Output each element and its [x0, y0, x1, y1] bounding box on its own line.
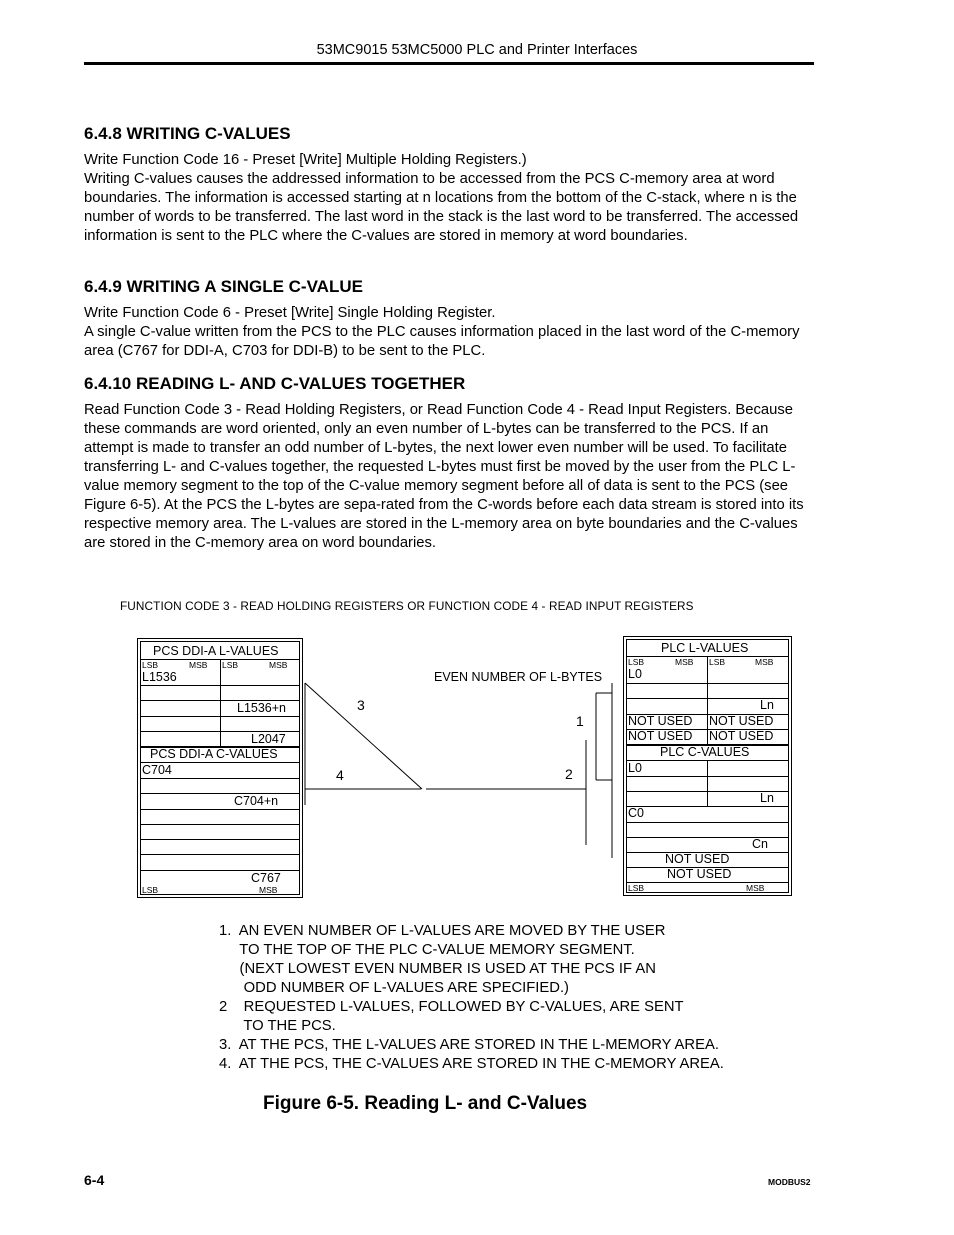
running-header: 53MC9015 53MC5000 PLC and Printer Interfaces [316, 42, 638, 58]
note-line: (NEXT LOWEST EVEN NUMBER IS USED AT THE PCS IF AN [219, 961, 656, 977]
paragraph: Writing C-values causes the addressed information to be accessed from the PCS C-memory area at word boundaries. The information is accessed starting at n locations from the bottom of the C-stack, where n is the number of words to be transferred. The last word in the stack is the last word to be transferred. The accessed information is sent to the PLC where the C-values are stored in memory at word boundaries. [84, 171, 799, 244]
note-line: 2 REQUESTED L-VALUES, FOLLOWED BY C-VALUES, ARE SENT [219, 999, 684, 1015]
plc-lvalues-title: PLC L-VALUES [661, 641, 749, 655]
msb-label: MSB [675, 657, 694, 667]
figure-notes [219, 922, 724, 1074]
lsb-label: LSB [709, 657, 726, 667]
l1536-cell: L1536 [142, 670, 177, 684]
lsb-label: LSB [628, 883, 645, 893]
plc-cn-cell: Cn [752, 837, 768, 851]
lsb-label: LSB [222, 660, 239, 670]
pcs-cvalues-title: PCS DDI-A C-VALUES [150, 747, 278, 761]
note-line: 4. AT THE PCS, THE C-VALUES ARE STORED IN THE C-MEMORY AREA. [219, 1056, 724, 1072]
lsb-label: LSB [142, 885, 159, 895]
plc-c-ln-cell: Ln [760, 791, 774, 805]
note-line: TO THE TOP OF THE PLC C-VALUE MEMORY SEGMENT. [219, 942, 635, 958]
paragraph: Write Function Code 16 - Preset [Write] Multiple Holding Registers.) [84, 152, 527, 168]
c767-cell: C767 [251, 871, 281, 885]
plc-cvalues-title: PLC C-VALUES [660, 745, 750, 759]
msb-label: MSB [755, 657, 774, 667]
paragraph: Write Function Code 6 - Preset [Write] Single Holding Register. [84, 305, 496, 321]
note-line: 3. AT THE PCS, THE L-VALUES ARE STORED IN THE L-MEMORY AREA. [219, 1037, 719, 1053]
marker-1: 1 [576, 713, 584, 729]
pcs-lvalues-title: PCS DDI-A L-VALUES [153, 644, 279, 658]
figure-caption: Figure 6-5. Reading L- and C-Values [263, 1093, 588, 1114]
page-number: 6-4 [84, 1172, 105, 1188]
msb-label: MSB [189, 660, 208, 670]
c704-cell: C704 [142, 763, 172, 777]
marker-3: 3 [357, 697, 365, 713]
msb-label: MSB [259, 885, 278, 895]
lsb-label: LSB [628, 657, 645, 667]
plc-c0-cell: C0 [628, 806, 644, 820]
not-used-cell: NOT USED [667, 867, 732, 881]
not-used-cell: NOT USED [665, 852, 730, 866]
note-line: TO THE PCS. [219, 1018, 336, 1034]
paragraph: Read Function Code 3 - Read Holding Registers, or Read Function Code 4 - Read Input Registers. Because these commands are word oriented, only an even number of L-bytes can be transferred to the PCS. If an attempt is made to transfer an odd number of L-bytes, the next lower even number will be used. To facilitate transferring L- and C-values together, the requested L-bytes must first be moved by the user from the PLC L-value memory segment to the top of the C-value memory segment before all of data is sent to the PCS (see Figure 6-5). At the PCS the L-bytes are sepa-rated from the C-words before each data stream is stored into its respective memory area. The L-values are stored in the L-memory area on byte boundaries and the C-values are stored in the C-memory area on word boundaries. [84, 402, 804, 551]
c704n-cell: C704+n [234, 794, 279, 808]
msb-label: MSB [746, 883, 765, 893]
not-used-cell: NOT USED [628, 714, 693, 728]
note-line: ODD NUMBER OF L-VALUES ARE SPECIFIED.) [219, 980, 569, 996]
document-id: MODBUS2 [768, 1177, 811, 1187]
plc-l0-cell: L0 [628, 667, 642, 681]
plc-c-l0-cell: L0 [628, 761, 642, 775]
section-heading-6-4-10: 6.4.10 READING L- AND C-VALUES TOGETHER [84, 374, 466, 393]
not-used-cell: NOT USED [709, 729, 774, 743]
plc-ln-cell: Ln [760, 698, 774, 712]
msb-label: MSB [269, 660, 288, 670]
marker-4: 4 [336, 767, 344, 783]
not-used-cell: NOT USED [628, 729, 693, 743]
note-line: 1. AN EVEN NUMBER OF L-VALUES ARE MOVED BY THE USER [219, 923, 666, 939]
marker-2: 2 [565, 766, 573, 782]
section-heading-6-4-9: 6.4.9 WRITING A SINGLE C-VALUE [84, 277, 363, 296]
even-lbytes-label: EVEN NUMBER OF L-BYTES [434, 670, 603, 684]
not-used-cell: NOT USED [709, 714, 774, 728]
function-code-label: FUNCTION CODE 3 - READ HOLDING REGISTERS OR FUNCTION CODE 4 - READ INPUT REGISTERS [120, 599, 694, 613]
l2047-cell: L2047 [251, 732, 286, 746]
section-heading-6-4-8: 6.4.8 WRITING C-VALUES [84, 124, 291, 143]
l1536n-cell: L1536+n [237, 701, 287, 715]
paragraph: A single C-value written from the PCS to the PLC causes information placed in the last word of the C-memory area (C767 for DDI-A, C703 for DDI-B) to be sent to the PLC. [84, 324, 800, 359]
lsb-label: LSB [142, 660, 159, 670]
